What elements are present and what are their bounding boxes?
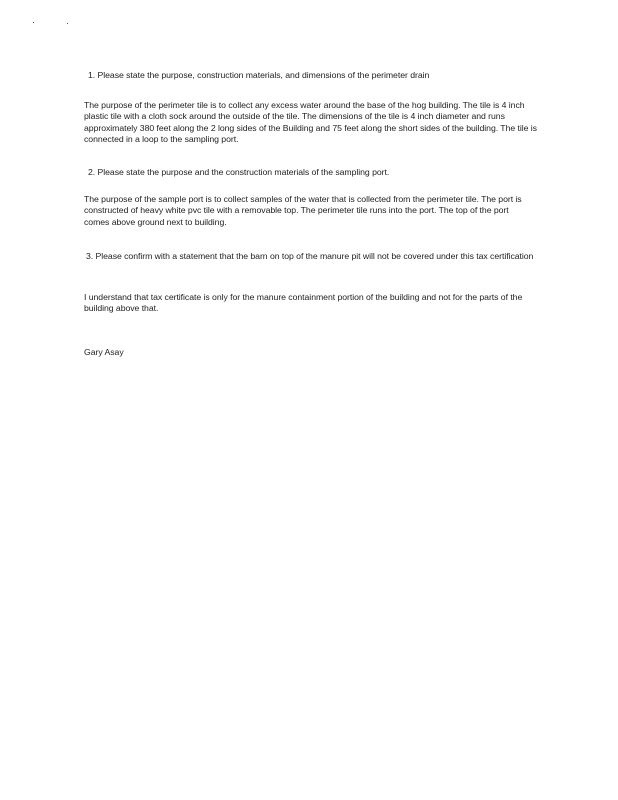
question-1: 1. Please state the purpose, construction materials, and dimensions of the perimeter drain	[88, 70, 430, 80]
scan-speck	[67, 23, 68, 24]
answer-3: I understand that tax certificate is only for the manure containment portion of the building and not for the parts of the building above that.	[84, 292, 523, 314]
question-3: 3. Please confirm with a statement that the barn on top of the manure pit will not be covered under this tax certification	[86, 251, 534, 261]
question-2: 2. Please state the purpose and the construction materials of the sampling port.	[88, 167, 390, 177]
answer-2: The purpose of the sample port is to collect samples of the water that is collected from the perimeter tile. The port is constructed of heavy white pvc tile with a removable top. The perimeter tile runs into the port. The top of the port comes above ground next to building.	[84, 194, 522, 227]
signature-name: Gary Asay	[84, 347, 124, 357]
answer-1: The purpose of the perimeter tile is to collect any excess water around the base of the hog building. The tile is 4 inch plastic tile with a cloth sock around the outside of the tile. The dimensions of the tile is 4 inch diameter and runs approximately 380 feet along the 2 long sides of the Building and 75 feet along the short sides of the building. The tile is connected in a loop to the sampling port.	[84, 100, 537, 145]
scan-speck	[33, 22, 34, 23]
